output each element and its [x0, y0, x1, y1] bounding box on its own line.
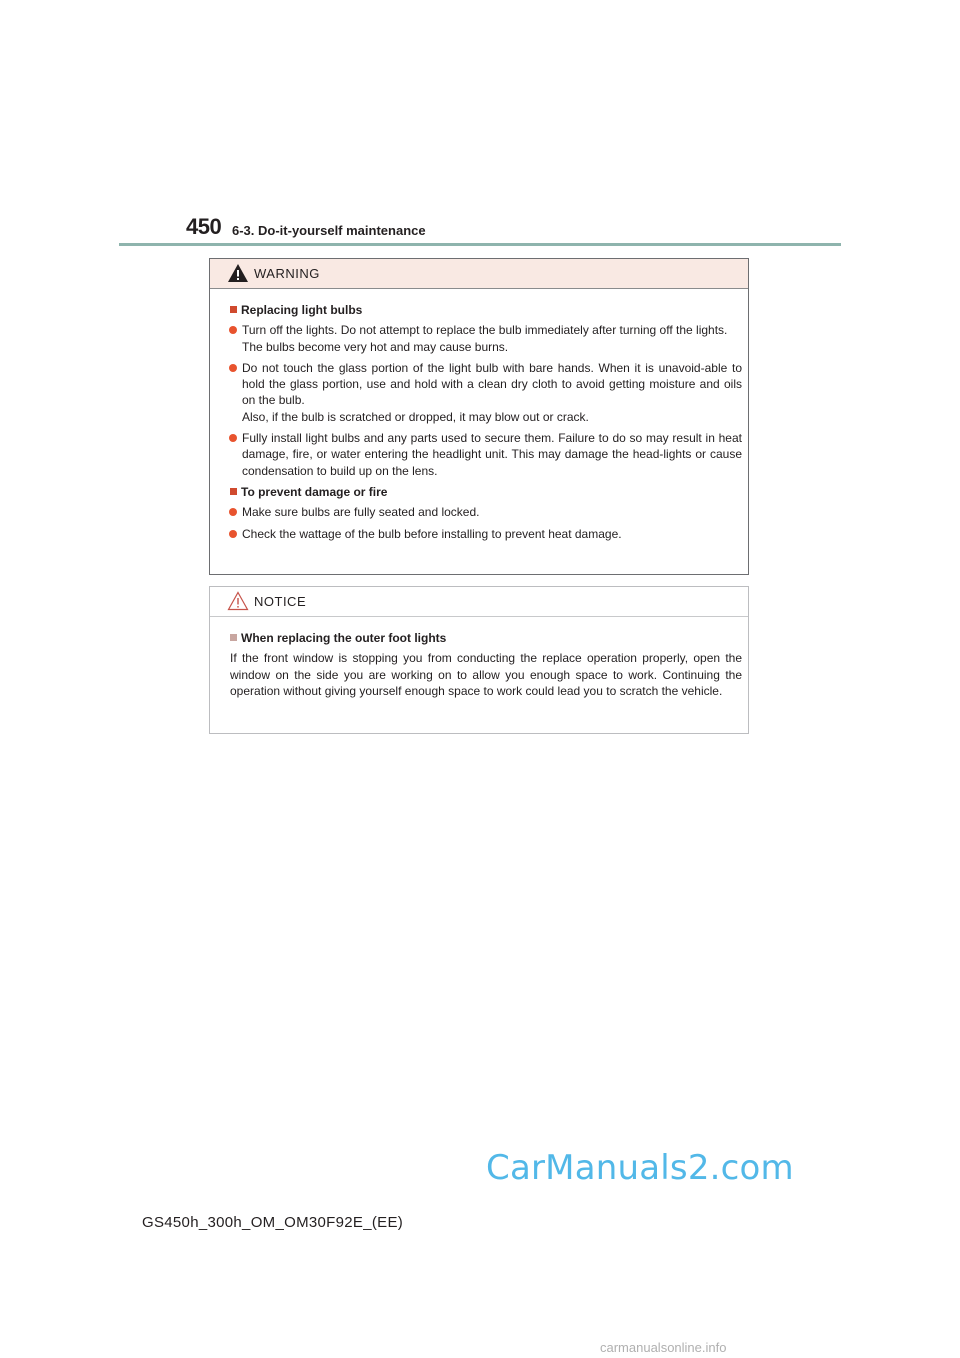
warning-subhead-prevent: To prevent damage or fire: [228, 484, 742, 500]
bullet-dot-icon: [229, 434, 237, 442]
notice-body: [210, 617, 748, 699]
footer-model-code: GS450h_300h_OM_OM30F92E_(EE): [142, 1214, 404, 1231]
square-bullet-icon: [230, 488, 237, 495]
warning-body: [210, 289, 748, 542]
warning-box: [209, 258, 749, 575]
watermark-secondary: carmanualsonline.info: [600, 1340, 727, 1355]
notice-title: NOTICE: [254, 594, 307, 609]
square-bullet-icon: [230, 634, 237, 641]
notice-box: [209, 586, 749, 734]
page-number: 450: [186, 214, 222, 239]
notice-triangle-icon: [227, 591, 249, 611]
notice-subhead: When replacing the outer foot lights: [228, 630, 742, 646]
warning-subhead-replacing: Replacing light bulbs: [228, 302, 742, 318]
list-item: Fully install light bulbs and any parts used to secure them. Failure to do so may result in heat damage, fire, or water entering the headlight unit. This may damage the head-lights or cause condensation to build up on the lens.: [228, 430, 742, 479]
header-rule: [119, 243, 841, 246]
bullet-dot-icon: [229, 326, 237, 334]
warning-header: [210, 259, 748, 289]
list-item: Turn off the lights. Do not attempt to replace the bulb immediately after turning off the lights. The bulbs become very hot and may cause burns.: [228, 322, 742, 355]
list-item: Make sure bulbs are fully seated and locked.: [228, 504, 742, 520]
bullet-dot-icon: [229, 530, 237, 538]
watermark-logo: CarManuals2.com: [486, 1148, 794, 1188]
bullet-dot-icon: [229, 364, 237, 372]
list-item: Check the wattage of the bulb before installing to prevent heat damage.: [228, 526, 742, 542]
warning-title: WARNING: [254, 266, 320, 281]
square-bullet-icon: [230, 306, 237, 313]
section-title: 6-3. Do-it-yourself maintenance: [232, 223, 426, 238]
notice-header: [210, 587, 748, 617]
bullet-dot-icon: [229, 508, 237, 516]
warning-triangle-icon: [227, 263, 249, 283]
list-item: Do not touch the glass portion of the light bulb with bare hands. When it is unavoid-able to hold the glass portion, use and hold with a clean dry cloth to avoid getting moisture and oils on the bulb. Also, if the bulb is scratched or dropped, it may blow out or crack.: [228, 360, 742, 425]
notice-paragraph: If the front window is stopping you from conducting the replace operation properly, open the window on the side you are working on to allow you enough space to work. Continuing the operation without giving yourself enough space to work could lead you to scratch the vehicle.: [230, 651, 742, 698]
